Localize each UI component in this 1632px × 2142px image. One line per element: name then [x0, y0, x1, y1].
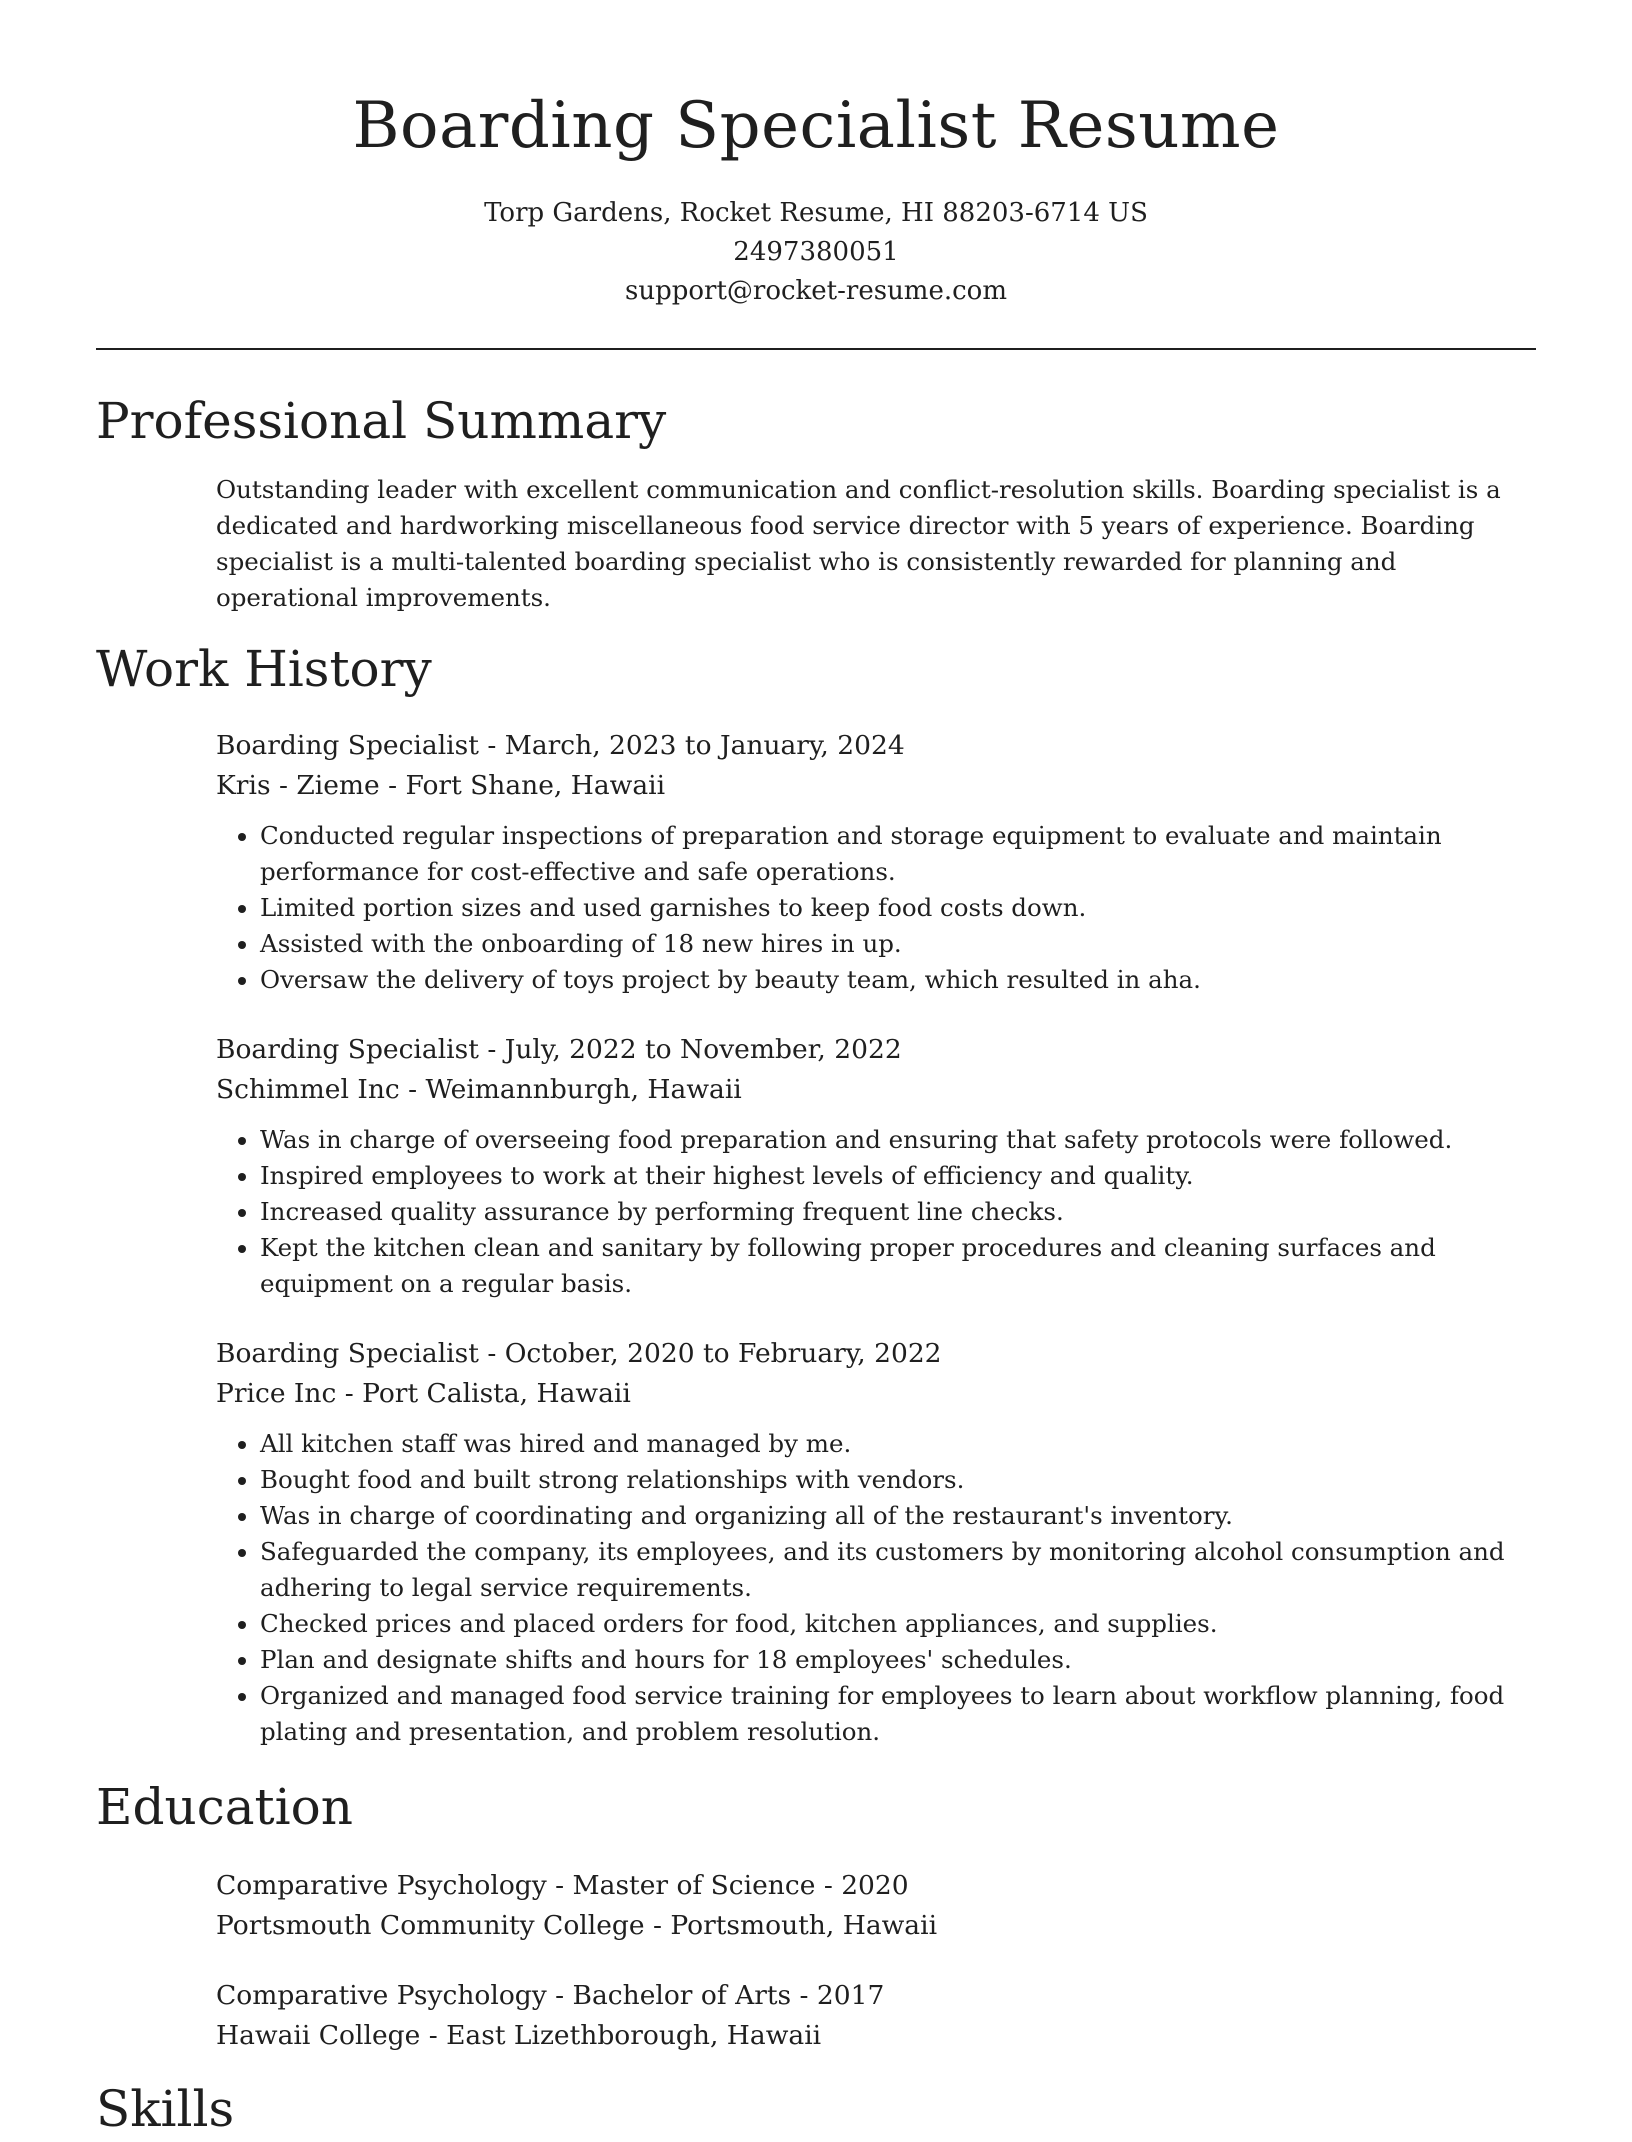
- education-school: Portsmouth Community College - Portsmouth, Hawaii: [216, 1910, 938, 1941]
- address: Torp Gardens, Rocket Resume, HI 88203-6714 US: [484, 198, 1148, 228]
- job-bullets: [216, 818, 1536, 998]
- job-role-dates: Boarding Specialist - July, 2022 to November, 2022: [216, 1034, 902, 1065]
- resume-title: Boarding Specialist Resume: [352, 89, 1280, 163]
- education-entry: [216, 1976, 1536, 2056]
- job-bullet: • Oversaw the delivery of toys project by beauty team, which resulted in aha.: [260, 962, 1536, 998]
- job-bullet: • All kitchen staff was hired and managed by me.: [260, 1426, 1536, 1462]
- job-entry: [216, 1334, 1536, 1750]
- job-bullet: • Assisted with the onboarding of 18 new hires in up.: [260, 926, 1536, 962]
- email-address: support@rocket-resume.com: [624, 276, 1007, 306]
- work-history-heading: Work History: [96, 640, 432, 698]
- job-bullet: • Bought food and built strong relationships with vendors.: [260, 1462, 1536, 1498]
- job-bullet: • Plan and designate shifts and hours for 18 employees' schedules.: [260, 1642, 1536, 1678]
- job-entry: [216, 1030, 1536, 1302]
- job-bullet: • Safeguarded the company, its employees, and its customers by monitoring alcohol consumption and adhering to legal service requirements.: [260, 1534, 1536, 1606]
- summary-heading: Professional Summary: [96, 392, 667, 450]
- job-role-dates: Boarding Specialist - October, 2020 to February, 2022: [216, 1338, 942, 1369]
- summary-text: Outstanding leader with excellent communication and conflict-resolution skills. Boarding specialist is a dedicated and hardworking miscellaneous food service director with 5 years of experience. Boarding specialist is a multi-talented boarding specialist who is consistently rewarded for planning and operational improvements.: [216, 475, 1501, 612]
- skills-heading: Skills: [96, 2080, 235, 2138]
- education-degree: Comparative Psychology - Bachelor of Arts - 2017: [216, 1980, 885, 2011]
- education-school: Hawaii College - East Lizethborough, Hawaii: [216, 2020, 822, 2051]
- job-bullet: • Was in charge of overseeing food preparation and ensuring that safety protocols were followed.: [260, 1122, 1536, 1158]
- job-company-location: Kris - Zieme - Fort Shane, Hawaii: [216, 770, 666, 801]
- job-bullet: • Organized and managed food service training for employees to learn about workflow planning, food plating and presentation, and problem resolution.: [260, 1678, 1536, 1750]
- job-bullet: • Inspired employees to work at their highest levels of efficiency and quality.: [260, 1158, 1536, 1194]
- education-entry: [216, 1866, 1536, 1946]
- job-company-location: Schimmel Inc - Weimannburgh, Hawaii: [216, 1074, 742, 1105]
- education-degree: Comparative Psychology - Master of Science - 2020: [216, 1870, 909, 1901]
- job-role-dates: Boarding Specialist - March, 2023 to January, 2024: [216, 730, 905, 761]
- job-bullet: • Was in charge of coordinating and organizing all of the restaurant's inventory.: [260, 1498, 1536, 1534]
- job-bullet: • Increased quality assurance by performing frequent line checks.: [260, 1194, 1536, 1230]
- job-bullets: [216, 1122, 1536, 1302]
- job-bullets: [216, 1426, 1536, 1750]
- resume-header: [96, 0, 1536, 311]
- contact-info: [96, 194, 1536, 311]
- job-entry: [216, 726, 1536, 998]
- job-bullet: • Kept the kitchen clean and sanitary by following proper procedures and cleaning surfaces and equipment on a regular basis.: [260, 1230, 1536, 1302]
- header-divider: [96, 348, 1536, 350]
- job-bullet: • Conducted regular inspections of preparation and storage equipment to evaluate and maintain performance for cost-effective and safe operations.: [260, 818, 1536, 890]
- job-company-location: Price Inc - Port Calista, Hawaii: [216, 1378, 631, 1409]
- resume-page: [96, 0, 1536, 2142]
- education-heading: Education: [96, 1778, 353, 1836]
- job-bullet: • Checked prices and placed orders for food, kitchen appliances, and supplies.: [260, 1606, 1536, 1642]
- job-bullet: • Limited portion sizes and used garnishes to keep food costs down.: [260, 890, 1536, 926]
- phone-number: 2497380051: [733, 237, 899, 267]
